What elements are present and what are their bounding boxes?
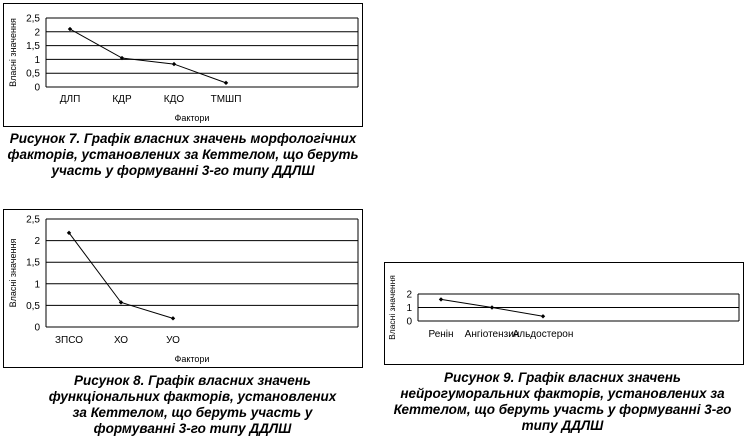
y-tick-label: 2,5 bbox=[26, 214, 40, 226]
chart-2-caption: Рисунок 8. Графік власних значень функціональних факторів, установлених за Кеттелом, що беруть участь у формуванні 3-го типу ДДЛШ bbox=[48, 373, 337, 436]
chart-2 bbox=[4, 210, 362, 367]
y-tick-label: 0,5 bbox=[26, 300, 40, 312]
data-point bbox=[68, 27, 72, 31]
chart-2-frame bbox=[3, 209, 363, 368]
data-point bbox=[172, 62, 176, 66]
data-point bbox=[490, 305, 494, 309]
x-tick-label: КДР bbox=[112, 94, 132, 105]
y-tick-label: 1 bbox=[34, 54, 40, 66]
y-axis-label: Власні значення bbox=[387, 275, 397, 340]
y-tick-label: 2 bbox=[34, 236, 40, 248]
x-tick-label: Ангіотензин bbox=[464, 329, 520, 340]
y-tick-label: 0 bbox=[34, 82, 40, 94]
x-tick-label: ХО bbox=[113, 335, 129, 346]
y-tick-label: 1 bbox=[34, 279, 40, 291]
y-tick-label: 2,5 bbox=[26, 13, 40, 25]
y-axis-label: Власні значення bbox=[8, 18, 18, 87]
data-point bbox=[224, 81, 228, 85]
x-tick-label: КДО bbox=[163, 94, 185, 105]
x-tick-label: ТМШП bbox=[210, 94, 242, 105]
chart-1-caption: Рисунок 7. Графік власних значень морфологічних факторів, установлених за Кеттелом, що беруть участь у формуванні 3-го типу ДДЛШ bbox=[7, 131, 359, 178]
y-tick-label: 0 bbox=[406, 316, 412, 328]
x-tick-label: ЗПСО bbox=[54, 335, 84, 346]
chart-1-frame bbox=[3, 3, 363, 127]
x-axis-label: Фактори bbox=[174, 354, 210, 364]
x-tick-label: ДЛП bbox=[59, 94, 81, 105]
chart-3 bbox=[385, 263, 743, 364]
x-tick-label: Ренін bbox=[428, 329, 454, 340]
y-tick-label: 0 bbox=[34, 322, 40, 334]
y-tick-label: 0,5 bbox=[26, 68, 40, 80]
data-point bbox=[171, 316, 175, 320]
y-tick-label: 2 bbox=[34, 27, 40, 39]
series-line bbox=[70, 29, 226, 83]
data-point bbox=[541, 314, 545, 318]
y-tick-label: 1 bbox=[406, 303, 412, 314]
y-tick-label: 1,5 bbox=[26, 41, 40, 53]
data-point bbox=[439, 297, 443, 301]
chart-3-caption: Рисунок 9. Графік власних значень нейрогуморальних факторів, установлених за Кеттелом, що беруть участь у формуванні 3-го типу ДДЛШ bbox=[393, 370, 732, 433]
x-axis-label: Фактори bbox=[174, 113, 210, 123]
x-tick-label: УО bbox=[166, 335, 180, 346]
x-tick-label: Альдостерон bbox=[512, 329, 574, 340]
chart-1 bbox=[4, 4, 362, 126]
y-tick-label: 2 bbox=[406, 289, 412, 301]
chart-3-frame bbox=[384, 262, 744, 365]
y-axis-label: Власні значення bbox=[8, 238, 18, 308]
y-tick-label: 1,5 bbox=[26, 257, 40, 269]
